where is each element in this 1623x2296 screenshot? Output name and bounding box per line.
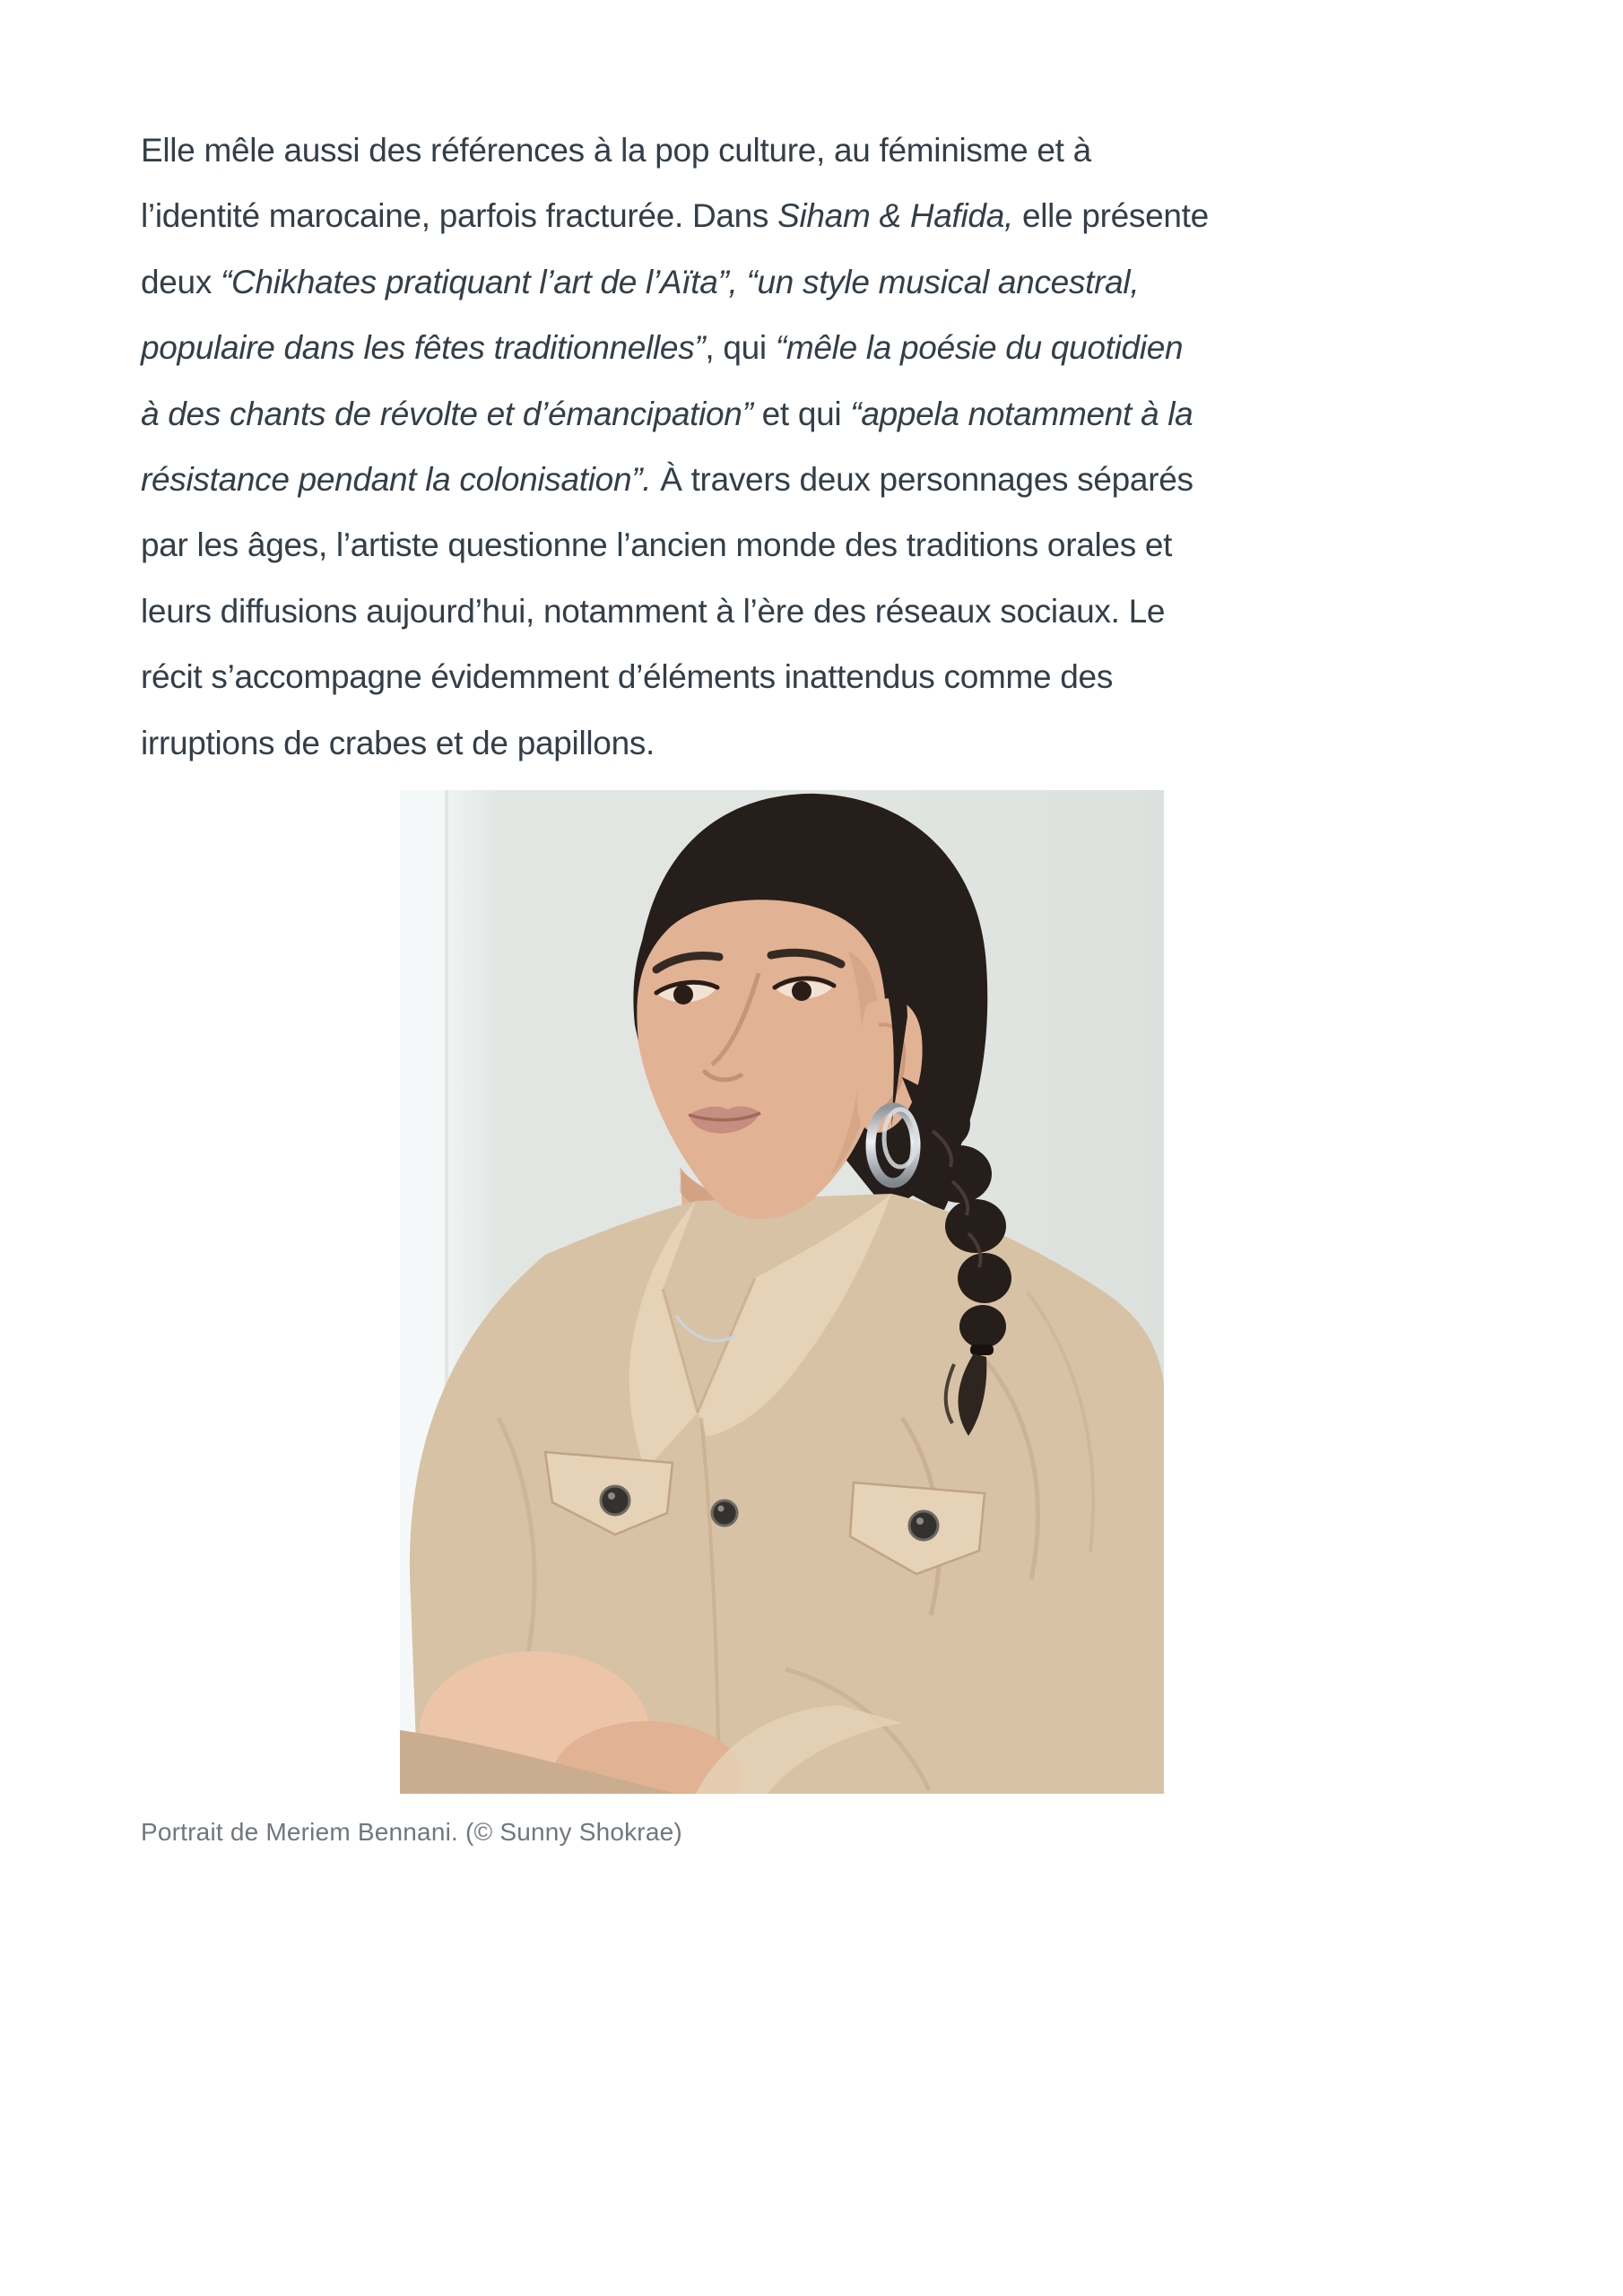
paragraph-line (141, 183, 1486, 248)
portrait-photo (400, 790, 1164, 1794)
text-segment: irruptions de crabes et de papillons. (141, 724, 655, 761)
text-segment (738, 264, 747, 300)
text-segment: résistance pendant la colonisation”. (141, 461, 652, 499)
text-segment: “mêle la poésie du quotidien (775, 329, 1184, 367)
text-segment: et qui (752, 395, 851, 432)
jacket-button (601, 1486, 629, 1515)
text-segment: deux (141, 263, 221, 300)
jacket-button (909, 1511, 938, 1540)
text-segment: “Chikhates pratiquant l’art de l’Aïta”, (221, 263, 738, 300)
paragraph-line (141, 315, 1486, 380)
paragraph-line (141, 644, 1486, 709)
text-segment: “appela notamment à la (850, 395, 1193, 432)
paragraph-line (141, 117, 1486, 183)
portrait-figure (400, 790, 1164, 1794)
text-segment: Elle mêle aussi des références à la pop culture, au féminisme et à (141, 132, 1091, 169)
text-segment: à des chants de révolte et d’émancipation” (141, 395, 753, 432)
article-paragraph (141, 117, 1486, 776)
paragraph-line (141, 578, 1486, 644)
paragraph-line (141, 710, 1486, 776)
paragraph-line (141, 512, 1486, 578)
text-segment: populaire dans les fêtes traditionnelles” (141, 329, 706, 367)
paragraph-line (141, 447, 1486, 512)
article-content (141, 117, 1486, 1848)
text-segment: l’identité marocaine, parfois fracturée. Dans (141, 197, 778, 235)
text-segment: elle présente (1012, 197, 1209, 235)
photo-caption: Portrait de Meriem Bennani. (© Sunny Shokrae) (141, 1818, 682, 1847)
text-segment: par les âges, l’artiste questionne l’ancien monde des traditions orales et (141, 526, 1173, 564)
text-segment: Siham & Hafida, (777, 197, 1013, 235)
jacket-button (712, 1500, 737, 1526)
paragraph-line (141, 381, 1486, 447)
paragraph-line (141, 249, 1486, 315)
text-segment: “un style musical ancestral, (746, 263, 1140, 300)
text-segment: récit s’accompagne évidemment d’éléments inattendus comme des (141, 658, 1114, 696)
text-segment: , qui (705, 329, 776, 367)
text-segment: leurs diffusions aujourd’hui, notamment à l’ère des réseaux sociaux. Le (141, 592, 1166, 630)
text-segment: À travers deux personnages séparés (651, 461, 1193, 499)
